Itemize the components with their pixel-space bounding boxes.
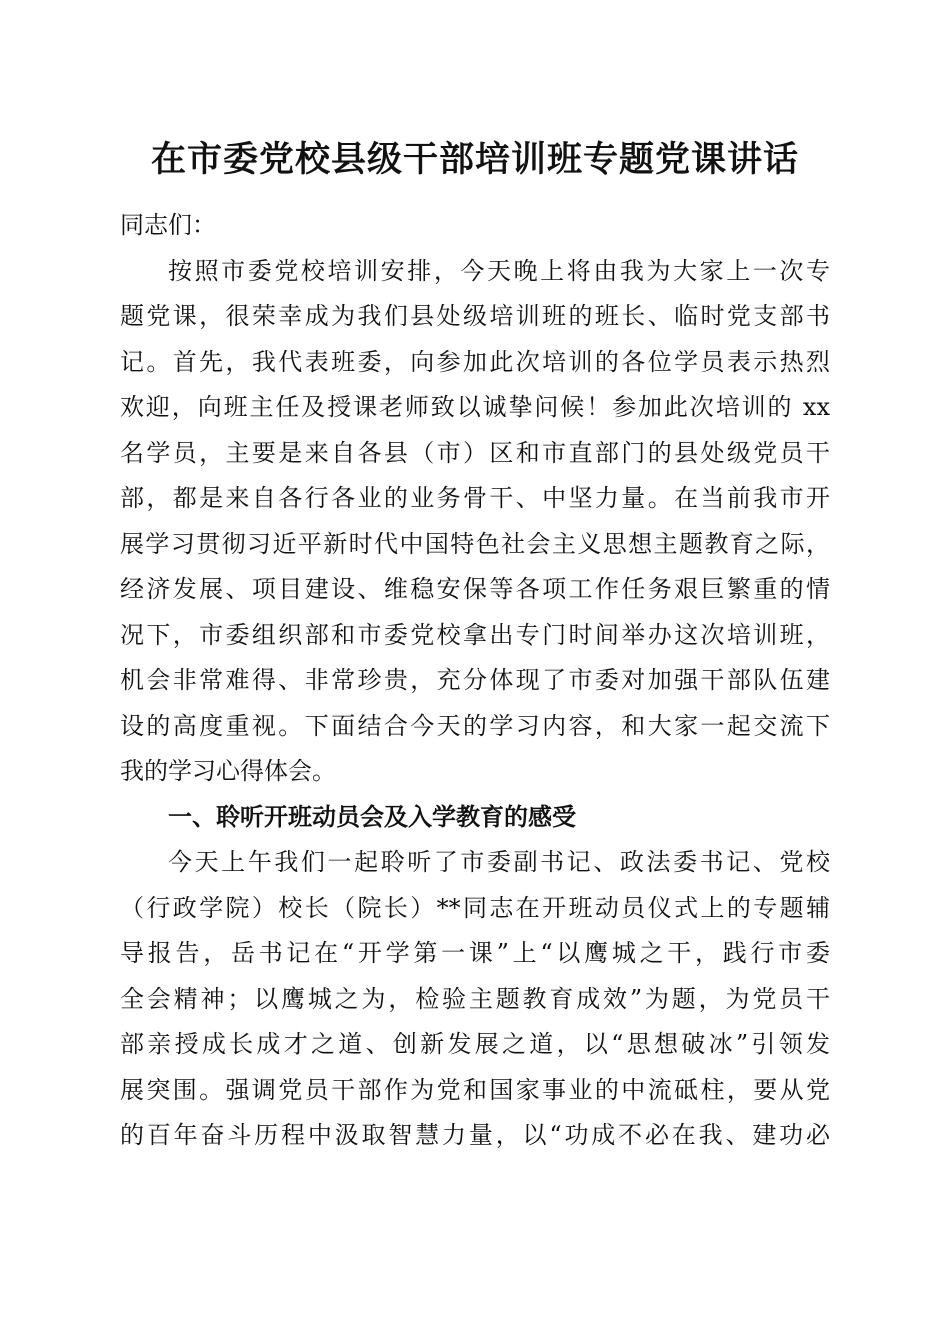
paragraph-line: 按照市委党校培训安排，今天晚上将由我为大家上一次专 [168, 256, 830, 285]
paragraph-line: 的百年奋斗历程中汲取智慧力量，以“功成不必在我、建功必 [120, 1121, 830, 1149]
paragraph-line: 展突围。强调党员干部作为党和国家事业的中流砥柱，要从党 [120, 1075, 830, 1104]
paragraph-line: 记。首先，我代表班委，向参加此次培训的各位学员表示热烈 [120, 347, 830, 376]
document-body [120, 203, 830, 1159]
paragraph-line: 况下，市委组织部和市委党校拿出专门时间举办这次培训班， [120, 620, 830, 649]
paragraph-line: 我的学习心得体会。 [120, 757, 336, 785]
paragraph-line: 展学习贯彻习近平新时代中国特色社会主义思想主题教育之际， [120, 529, 830, 558]
paragraph-line: 机会非常难得、非常珍贵，充分体现了市委对加强干部队伍建 [120, 666, 830, 694]
paragraph-line: 今天上午我们一起聆听了市委副书记、政法委书记、党校 [168, 848, 830, 876]
paragraph-1 [120, 249, 830, 795]
paragraph-line: 欢迎，向班主任及授课老师致以诚挚问候！参加此次培训的 xx [120, 393, 830, 421]
paragraph-line: 经济发展、项目建设、维稳安保等各项工作任务艰巨繁重的情 [120, 575, 830, 603]
paragraph-line: 全会精神；以鹰城之为，检验主题教育成效”为题，为党员干 [120, 984, 830, 1013]
paragraph-line: （行政学院）校长（院长）**同志在开班动员仪式上的专题辅 [120, 893, 830, 922]
section-heading: 一、聆听开班动员会及入学教育的感受 [168, 802, 576, 831]
paragraph-line: 题党课，很荣幸成为我们县处级培训班的班长、临时党支部书 [120, 302, 830, 330]
paragraph-line: 部亲授成长成才之道、创新发展之道，以“思想破冰”引领发 [120, 1030, 830, 1058]
paragraph-line: 部，都是来自各行各业的业务骨干、中坚力量。在当前我市开 [120, 484, 830, 512]
paragraph-line: 名学员，主要是来自各县（市）区和市直部门的县处级党员干 [120, 438, 830, 467]
paragraph-2 [120, 840, 830, 1159]
paragraph-line: 设的高度重视。下面结合今天的学习内容，和大家一起交流下 [120, 711, 830, 740]
document-title: 在市委党校县级干部培训班专题党课讲话 [150, 139, 799, 180]
paragraph-line: 导报告，岳书记在“开学第一课”上“以鹰城之干，践行市委 [120, 939, 830, 967]
salutation: 同志们： [120, 211, 216, 239]
